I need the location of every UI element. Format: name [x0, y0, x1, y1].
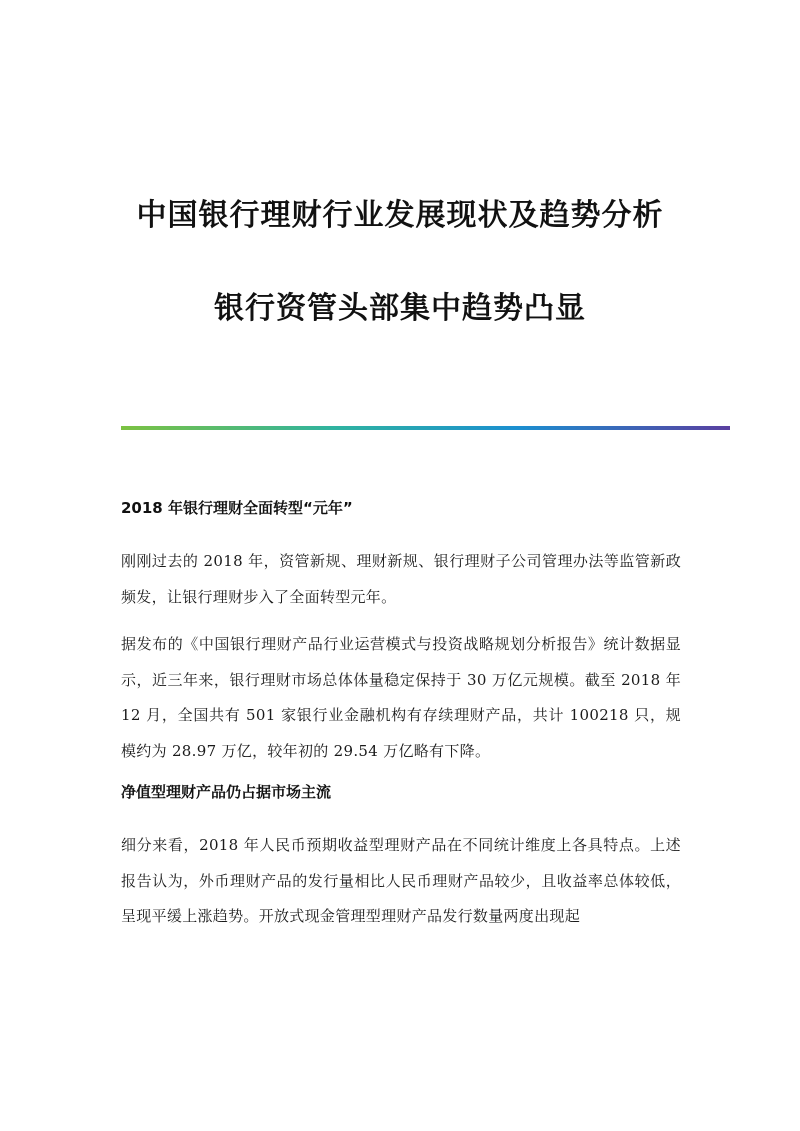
gradient-divider — [121, 426, 730, 430]
paragraph: 细分来看，2018 年人民币预期收益型理财产品在不同统计维度上各具特点。上述报告认为，外币理财产品的发行量相比人民币理财产品较少，且收益率总体较低，呈现平缓上涨趋势。开放式现金管理型理财产品发行数量两度出现起 — [121, 836, 681, 925]
article-body — [121, 497, 681, 947]
document-title: 中国银行理财行业发展现状及趋势分析 — [136, 198, 664, 233]
section-heading: 净值型理财产品仍占据市场主流 — [121, 783, 332, 801]
paragraph: 据发布的《中国银行理财产品行业运营模式与投资战略规划分析报告》统计数据显示，近三年来，银行理财市场总体体量稳定保持于 30 万亿元规模。截至 2018 年 12 月，全国共有 501 家银行业金融机构有存续理财产品，共计 100218 只，规模约为 28.97 万亿，较年初的 29.54 万亿略有下降。 — [121, 635, 681, 760]
document-subtitle: 银行资管头部集中趋势凸显 — [214, 291, 586, 326]
section-heading: 2018 年银行理财全面转型“元年” — [121, 499, 353, 517]
paragraph: 刚刚过去的 2018 年，资管新规、理财新规、银行理财子公司管理办法等监管新政频发，让银行理财步入了全面转型元年。 — [121, 552, 681, 606]
